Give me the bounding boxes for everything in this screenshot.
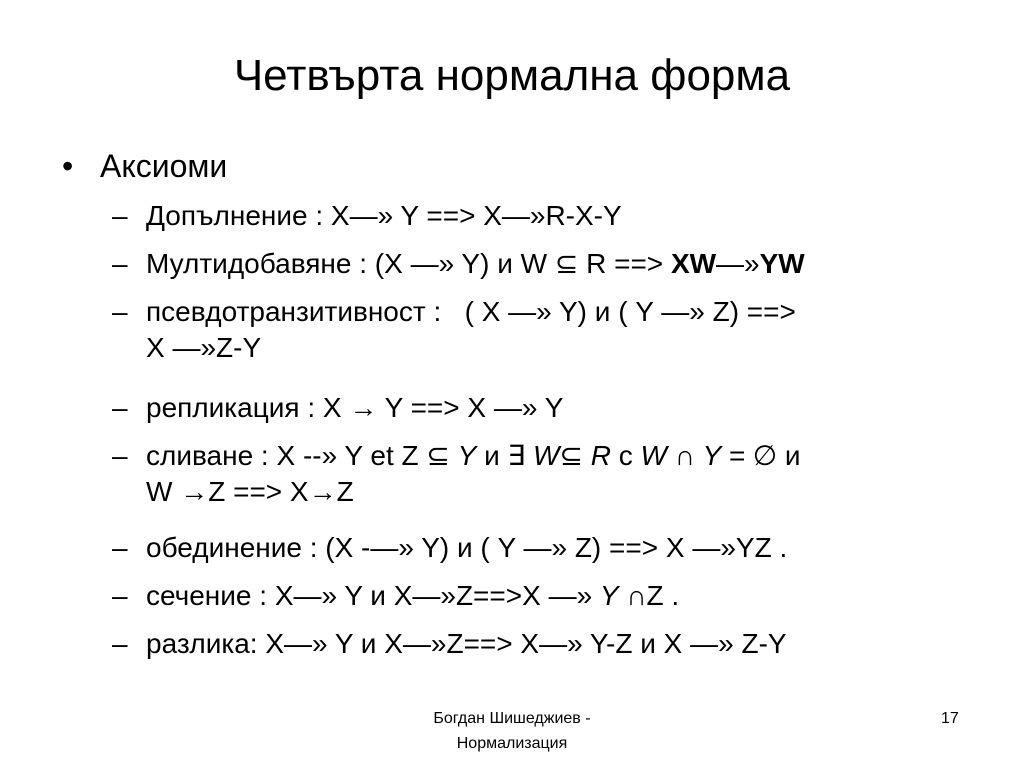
axiom-text: сечение : X—» Y и X—»Z==>X —» Y ∩Z . — [146, 580, 680, 611]
dash-icon: – — [112, 200, 128, 231]
footer-author-line1: Богдан Шишеджиев - — [433, 710, 591, 727]
dash-icon: – — [112, 296, 128, 327]
axiom-item-pseudotransitivity — [112, 294, 982, 366]
section-label: Аксиоми — [100, 148, 228, 184]
axiom-item-replication — [112, 390, 982, 426]
dash-icon: – — [112, 532, 128, 563]
axiom-text: разлика: X—» Y и X—»Z==> X—» Y-Z и X —» Z-Y — [146, 628, 787, 659]
axiom-text-line2: W →Z ==> X→Z — [146, 476, 354, 507]
axiom-item-complement — [112, 198, 982, 234]
dash-icon: – — [112, 580, 128, 611]
footer-author-line2: Нормализация — [456, 735, 568, 752]
axiom-item-coalescence — [112, 438, 982, 510]
subset-icon: ⊆ — [426, 440, 450, 471]
dash-icon: – — [112, 392, 128, 423]
section-bullet — [62, 146, 227, 186]
axiom-text-line2: X —»Z-Y — [146, 332, 262, 363]
axiom-item-intersection — [112, 578, 982, 614]
footer-author — [0, 706, 1024, 756]
subset-icon: ⊆ — [554, 248, 579, 279]
axiom-item-multiaugmentation — [112, 246, 982, 282]
bullet-icon: • — [62, 148, 74, 184]
axiom-text: Допълнение : X—» Y ==> X—»R-X-Y — [146, 200, 622, 231]
axiom-item-union — [112, 530, 982, 566]
exists-icon: ∃ — [507, 440, 526, 471]
subset-icon: ⊆ — [559, 440, 583, 471]
dash-icon: – — [112, 628, 128, 659]
axiom-text: обединение : (X -—» Y) и ( Y —» Z) ==> X —»YZ . — [146, 532, 788, 563]
axiom-text-line1: псевдотранзитивност : ( X —» Y) и ( Y —» Z) ==> — [146, 296, 796, 327]
intersection-icon: ∩ — [666, 440, 703, 471]
slide-title: Четвърта нормална форма — [233, 51, 791, 100]
axiom-text: Мултидобавяне : (X —» Y) и W ⊆ R ==> XW—»YW — [146, 248, 805, 279]
empty-set-icon: ∅ — [752, 440, 778, 471]
axiom-item-difference — [112, 626, 982, 662]
axiom-text-line1: сливане : X --» Y et Z ⊆ Y и ∃ W⊆ R c W ∩ Y = ∅ и — [146, 440, 801, 471]
dash-icon: – — [112, 248, 128, 279]
page-number: 17 — [941, 710, 959, 727]
axiom-text: репликация : X → Y ==> X —» Y — [146, 392, 564, 423]
dash-icon: – — [112, 440, 128, 471]
